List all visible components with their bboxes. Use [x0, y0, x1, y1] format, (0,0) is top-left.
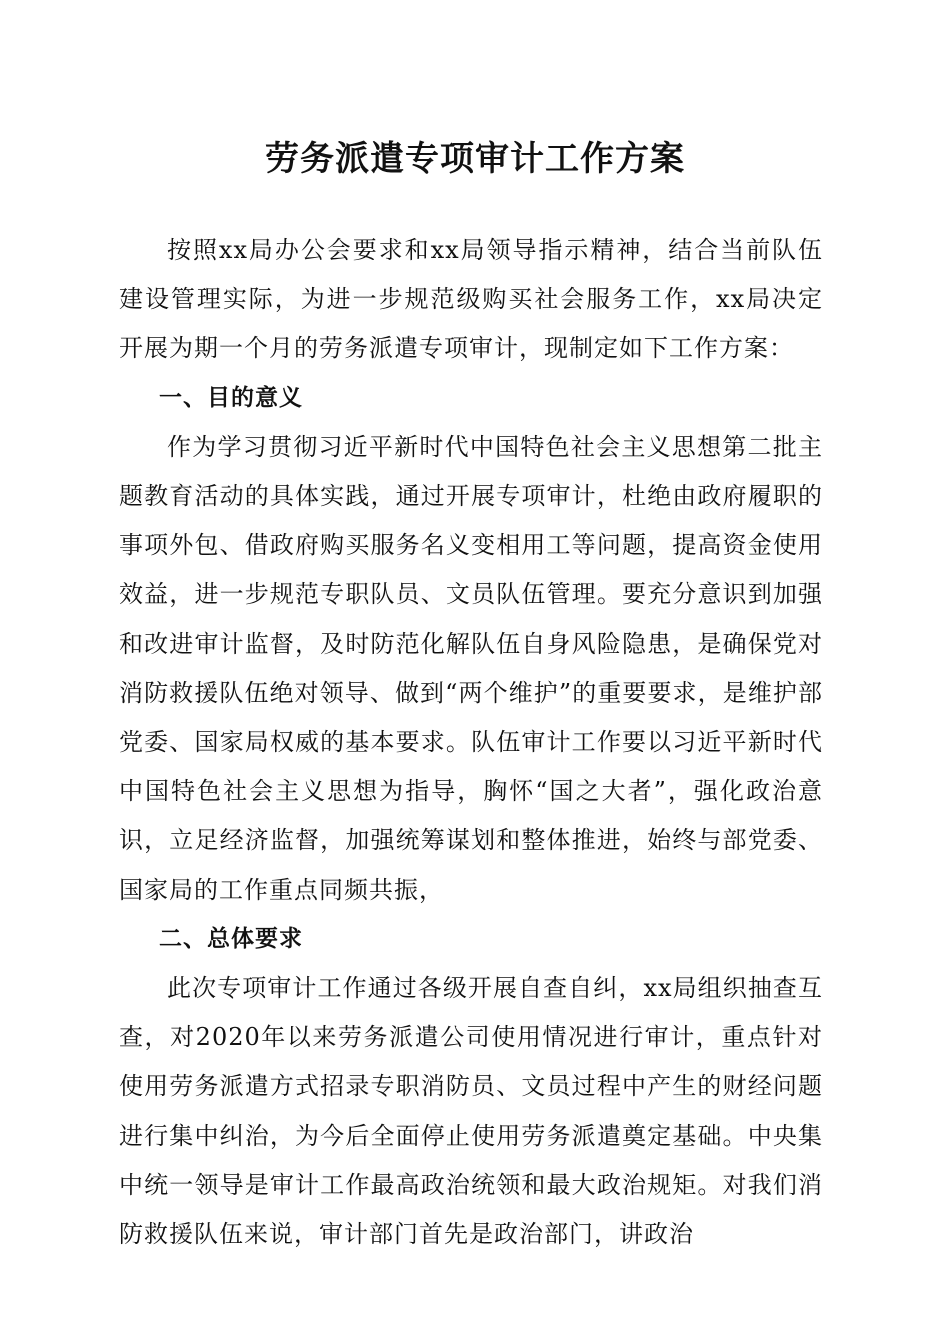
- document-body: [119, 226, 823, 1259]
- intro-paragraph: 按照xx局办公会要求和xx局领导指示精神，结合当前队伍建设管理实际，为进一步规范级购买社会服务工作，xx局决定开展为期一个月的劳务派遣专项审计，现制定如下工作方案：: [119, 236, 823, 363]
- section-paragraph-purpose: 作为学习贯彻习近平新时代中国特色社会主义思想第二批主题教育活动的具体实践，通过开展专项审计，杜绝由政府履职的事项外包、借政府购买服务名义变相用工等问题，提高资金使用效益，进一步规范专职队员、文员队伍管理。要充分意识到加强和改进审计监督，及时防范化解队伍自身风险隐患，是确保党对消防救援队伍绝对领导、做到“两个维护”的重要要求，是维护部党委、国家局权威的基本要求。队伍审计工作要以习近平新时代中国特色社会主义思想为指导，胸怀“国之大者”，强化政治意识，立足经济监督，加强统筹谋划和整体推进，始终与部党委、国家局的工作重点同频共振，: [119, 432, 823, 904]
- document-title: 劳务派遣专项审计工作方案: [265, 139, 685, 179]
- section-heading-requirements: 二、总体要求: [159, 925, 303, 952]
- section-heading-purpose: 一、目的意义: [159, 384, 303, 411]
- section-paragraph-requirements: 此次专项审计工作通过各级开展自查自纠，xx局组织抽查互查，对2020年以来劳务派遣公司使用情况进行审计，重点针对使用劳务派遣方式招录专职消防员、文员过程中产生的财经问题进行集中纠治，为今后全面停止使用劳务派遣奠定基础。中央集中统一领导是审计工作最高政治统领和最大政治规矩。对我们消防救援队伍来说，审计部门首先是政治部门，讲政治: [119, 974, 823, 1249]
